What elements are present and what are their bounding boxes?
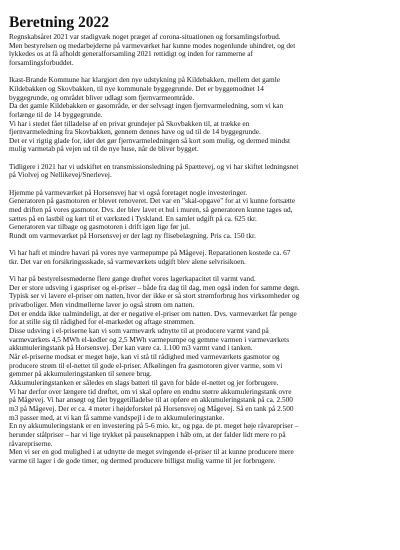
- paragraph-line: Da det gamle Kildebakken er gasområde, er der selvsagt ingen fjernvarmeledning, som vi kan: [9, 101, 284, 111]
- paragraph-line: Det er vi rigtig glade for, idet det gør fjernvarmeledningen så kort som mulig, og dermed mindst: [9, 135, 290, 145]
- paragraph-line: gemmer på akkumuleringstanken til senere brug.: [9, 369, 152, 379]
- paragraph-line: Når el-priserne modsat er meget høje, kan vi stå til rådighed med varmeværkets gasmotor og: [9, 351, 280, 361]
- paragraph-line: Kildebakken og Skovbakken, til nye kommunale byggegrunde. Det er byggemodnet 14: [9, 83, 264, 93]
- paragraph-line: En ny akkumuleringstank er en investering på 5-6 mio. kr., og pga. de pt. meget høje råvarepriser –: [9, 421, 299, 431]
- paragraph-line: varme til lager i de gode timer, og dermed producere billigst mulig varme til jer forbrugere.: [9, 455, 276, 465]
- paragraph-line: m3 på Mågevej. Der er ca. 4 meter i højdeforskel på Horsensvej og Mågevej. Så en tank på 2.500: [9, 403, 294, 413]
- paragraph-line: lykkedes os at få afholdt generalforsamling 2021 rettidigt og inden for rammerne af: [9, 49, 253, 59]
- paragraph-line: med driften på vores gasmotor. Dvs. der blev lavet et hul i muren, så generatoren kunne tages ud,: [9, 204, 293, 214]
- paragraph-line: Regnskabsåret 2021 var stadigvæk noget præget af corona-situationen og forsamlingsforbud.: [9, 32, 281, 41]
- paragraph: [9, 189, 391, 241]
- paragraph-line: sættes på en lastbil og kørt til et værksted i Tyskland. En samlet udgift på ca. 625 tkr.: [9, 213, 257, 223]
- paragraph-line: producere strøm til el-nettet til gode el-priser. Afkølingen fra gasmotoren giver varme, som vi: [9, 360, 283, 370]
- paragraph: [9, 275, 391, 465]
- paragraph-line: mulig varmetab på vejen ud til de nye huse, når de bliver bygget.: [9, 144, 199, 154]
- paragraph-line: Disse udsving i el-priserne kan vi som varmeværk udnytte til at producere varmt vand på: [9, 326, 269, 335]
- paragraph-line: herunder stålpriser – har vi lige trykket på pauseknappen i håb om, at der falder lidt mere ro på: [9, 429, 286, 439]
- paragraph-line: Hjemme på varmeværket på Horsensvej har vi også foretaget nogle investeringer.: [9, 187, 248, 197]
- paragraph-line: akkumuleringstank på Horsensvej. Der kan være ca. 1.100 m3 varmt vand i tanken.: [9, 343, 253, 353]
- paragraph: [9, 163, 391, 180]
- paragraph-line: Ikast-Brande Kommune har klargjort den nye udstykning på Kildebakken, mellem det gamle: [9, 75, 280, 85]
- paragraph-line: varmeværkets 4,5 MWh el-kedler og 2,5 MWh varmepumpe og gemme varmen i varmeværkets: [9, 334, 290, 344]
- paragraph-line: m3 passer med, at vi kan få samme vandspejl i de to akkumuleringstanke.: [9, 412, 225, 422]
- paragraph-line: Men vi ser en god mulighed i at udnytte de meget svingende el-priser til at kunne producere mere: [9, 447, 294, 457]
- paragraph-line: fjernvarmeledning fra Skovbakken, gennem dennes have og ud til de 14 byggegrunde.: [9, 127, 261, 137]
- paragraph-line: Vi har på bestyrelsesmøderne flere gange drøftet vores lagerkapacitet til varmt vand.: [9, 274, 256, 284]
- paragraph-line: byggegrunde, og området bliver udlagt som fjernvarmeområde.: [9, 92, 195, 102]
- paragraph-line: råvarepriserne.: [9, 438, 53, 448]
- paragraph-line: forsamlingsforbuddet.: [9, 57, 74, 67]
- paragraph: [9, 249, 391, 266]
- paragraph-line: Typisk ser vi lavere el-priser om natten, hvor der ikke er så stort strømforbrug hos virksomheder og: [9, 291, 300, 301]
- paragraph-line: på Violvej og Nellikevej/Snerlevej.: [9, 170, 112, 180]
- paragraph-line: tkr. Det var en forsikringssskade, så varmeværkets udgift blev alene selvrisikoen.: [9, 256, 246, 266]
- paragraph-line: privatboliger. Men vindmøllerne laver jo også strøm om natten.: [9, 300, 195, 310]
- paragraph-line: Rundt om varmeværket på Horsensvej er der lagt ny flisebelægning. Pris ca. 150 tkr.: [9, 230, 256, 240]
- paragraph-line: Det er endda ikke ualmindeligt, at der er negative el-priser om natten. Dvs. varmeværket får penge: [9, 308, 297, 318]
- paragraph-line: Akkumuleringstanken er således en slags batteri til gavn for både el-nettet og jer forbrugere.: [9, 377, 279, 387]
- document-body: [9, 33, 391, 466]
- paragraph: [9, 76, 391, 154]
- paragraph-line: på Mågevej. Vi har ansøgt og fået byggetilladelse til at opføre en akkumuleringstank på ca. 2.500: [9, 395, 293, 405]
- paragraph-line: Generatoren på gasmotoren er blevet renoveret. Det var en "skal-opgave" for at vi kunne fortsætte: [9, 196, 296, 206]
- paragraph-line: Vi har derfor over længere tid drøftet, om vi skal opføre en endnu større akkumuleringstank ovre: [9, 386, 292, 396]
- paragraph-line: Generatoren var tilbage og gasmotoren i drift igen lige før jul.: [9, 222, 190, 232]
- paragraph-line: Der er store udsving i gaspriser og el-priser – både fra dag til dag, men også inden for samme døgn.: [9, 282, 300, 292]
- paragraph-line: Vi har haft et mindre havari på vores nye varmepumpe på Mågevej. Reparationen kostede ca. 67: [9, 248, 291, 258]
- paragraph-line: Tidligere i 2021 har vi udskiftet en transmissionsledning på Spættevej, og vi har skiftet ledningsnet: [9, 161, 299, 171]
- document-title: Beretning 2022: [9, 14, 110, 31]
- paragraph-line: for at stille sig til rådighed for el-markedet og aftage strømmen.: [9, 317, 195, 327]
- paragraph: [9, 33, 391, 68]
- paragraph-line: Vi har i stedet fået tilladelse af en privat grundejer på Skovbakken til, at trække en: [9, 118, 250, 128]
- paragraph-line: Men bestyrelsen og medarbejderne på varmeværket har kunne modes nogenlunde uhindret, og det: [9, 40, 296, 50]
- paragraph-line: forlænge til de 14 byggegrunde.: [9, 109, 103, 119]
